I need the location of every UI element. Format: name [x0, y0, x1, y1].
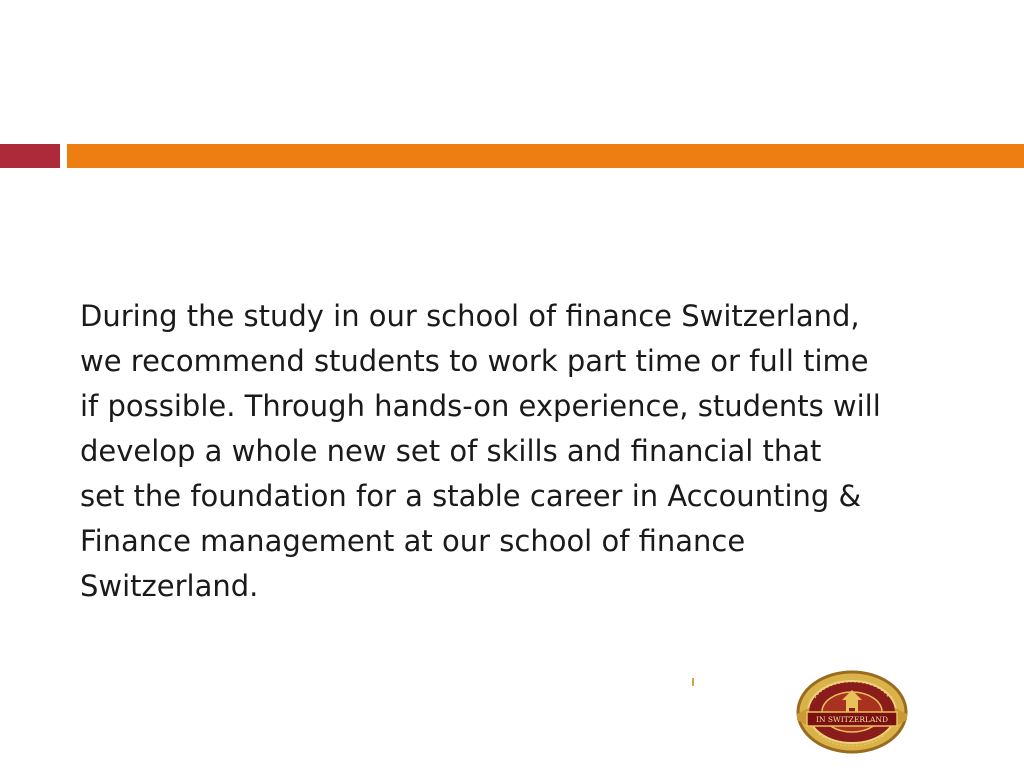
accent-bar-orange: [67, 144, 1024, 168]
body-paragraph: [80, 294, 980, 609]
seal-banner-text: IN SWITZERLAND: [815, 715, 889, 724]
body-line: set the foundation for a stable career in Accounting &: [80, 479, 862, 513]
accent-bar-red: [0, 144, 60, 168]
body-line: develop a whole new set of skills and financial that: [80, 434, 822, 468]
body-line: if possible. Through hands-on experience, students will: [80, 389, 881, 423]
body-line: During the study in our school of finance Switzerland,: [80, 299, 860, 333]
decorative-mark: [692, 678, 694, 686]
school-seal-logo: [793, 668, 911, 760]
body-line: Switzerland.: [80, 569, 259, 603]
body-line: we recommend students to work part time or full time: [80, 344, 869, 378]
body-line: Finance management at our school of finance: [80, 524, 746, 558]
